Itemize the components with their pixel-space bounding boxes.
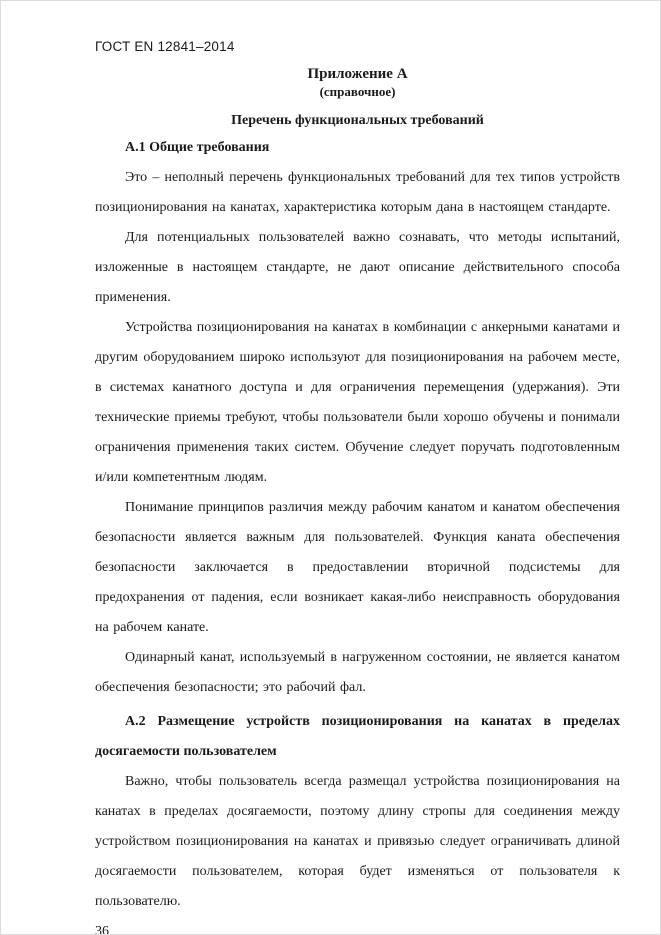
paragraph: Одинарный канат, используемый в нагруженном состоянии, не является канатом обеспечения безопасности; это рабочий фал.	[95, 650, 620, 695]
page-content	[95, 39, 620, 935]
paragraph: Важно, чтобы пользователь всегда размещал устройства позиционирования на канатах в пределах досягаемости, поэтому длину стропы для соединения между устройством позиционирования на канатах и привязью следует ограничивать длиной досягаемости пользователем, которая будет изменяться от пользователя к пользователю.	[95, 774, 620, 909]
section-a2-heading: А.2 Размещение устройств позиционирования на канатах в пределах досягаемости пользователем	[95, 714, 620, 759]
paragraph: Это – неполный перечень функциональных требований для тех типов устройств позиционирования на канатах, характеристика которым дана в настоящем стандарте.	[95, 170, 620, 215]
section-a2	[95, 707, 620, 917]
paragraph: Понимание принципов различия между рабочим канатом и канатом обеспечения безопасности является важным для пользователей. Функция каната обеспечения безопасности заключается в предоставлении вторичной подсистемы для предохранения от падения, если возникает какая-либо неисправность оборудования на рабочем канате.	[95, 500, 620, 635]
page-number: 36	[95, 924, 109, 935]
appendix-subtitle: (справочное)	[319, 84, 396, 99]
document-number: ГОСТ EN 12841–2014	[95, 39, 235, 54]
paragraph: Для потенциальных пользователей важно сознавать, что методы испытаний, изложенные в настоящем стандарте, не дают описание действительного способа применения.	[95, 230, 620, 305]
section-a1	[95, 133, 620, 703]
appendix-list-heading: Перечень функциональных требований	[231, 113, 484, 128]
paragraph: Устройства позиционирования на канатах в комбинации с анкерными канатами и другим оборудованием широко используют для позиционирования на рабочем месте, в системах канатного доступа и для ограничения перемещения (удержания). Эти технические приемы требуют, чтобы пользователи были хорошо обучены и понимали ограничения применения таких систем. Обучение следует поручать подготовленным и/или компетентным людям.	[95, 320, 620, 485]
appendix-title: Приложение А	[307, 66, 408, 82]
section-a1-heading: А.1 Общие требования	[125, 140, 270, 155]
